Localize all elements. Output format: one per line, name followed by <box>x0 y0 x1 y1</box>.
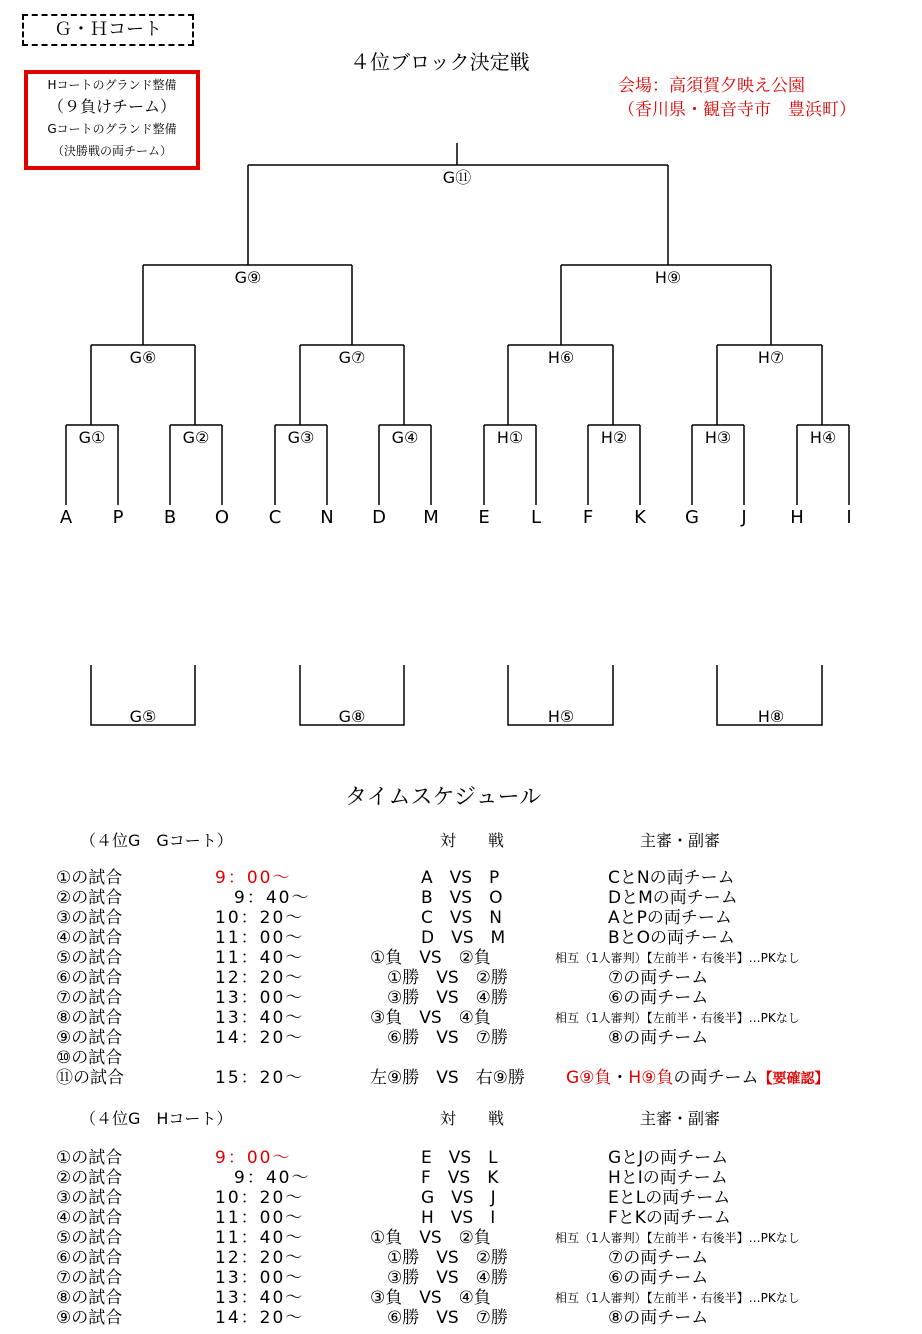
team-h: H <box>790 507 804 528</box>
row-match: F VS K <box>370 1168 499 1188</box>
row-referee-note: 相互（1人審判）【左前半・右後半】…PKなし <box>555 1231 800 1245</box>
node-r1-6: H② <box>600 428 628 447</box>
row-time: 12：20～ <box>215 968 305 988</box>
node-r1-1: G① <box>78 428 106 447</box>
final-ref-confirm: 【要確認】 <box>758 1071 829 1087</box>
team-e: E <box>478 507 490 528</box>
schedule-row <box>0 908 922 928</box>
team-p: P <box>112 507 124 528</box>
schedule-row <box>0 1188 922 1208</box>
schedule-row <box>0 1248 922 1268</box>
row-time: 14：20～ <box>215 1028 305 1048</box>
node-semi-left: G⑨ <box>234 268 262 287</box>
row-referee: FとKの両チーム <box>608 1208 731 1228</box>
row-label: ⑦の試合 <box>56 988 123 1008</box>
row-referee: DとMの両チーム <box>608 888 738 908</box>
schedule-row <box>0 1308 922 1328</box>
row-time: 14：20～ <box>215 1308 305 1328</box>
row-referee: ⑦の両チーム <box>608 1248 709 1268</box>
node-r1-8: H④ <box>809 428 837 447</box>
team-o: O <box>214 507 230 528</box>
row-referee-note: 相互（1人審判）【左前半・右後半】…PKなし <box>555 1291 800 1305</box>
row-time: 9：00～ <box>215 868 292 888</box>
row-referee: HとIの両チーム <box>608 1168 728 1188</box>
row-time: 13：00～ <box>215 988 305 1008</box>
notice-line-1: Hコートのグランド整備 <box>47 78 177 92</box>
schedule-row <box>0 868 922 888</box>
final-ref-h9: H⑨負 <box>628 1068 674 1088</box>
node-consolation-4: H⑧ <box>757 707 785 726</box>
row-referee: ⑥の両チーム <box>608 1268 709 1288</box>
row-label: ③の試合 <box>56 1188 123 1208</box>
schedule-row <box>0 928 922 948</box>
node-r1-2: G② <box>182 428 210 447</box>
section-h-match-header: 対 戦 <box>440 1109 505 1128</box>
row-label: ⑥の試合 <box>56 968 123 988</box>
row-match: B VS O <box>370 888 503 908</box>
row-label: ②の試合 <box>56 888 123 908</box>
row-match: ③勝 VS ④勝 <box>370 1268 508 1288</box>
row-referee: BとOの両チーム <box>608 928 736 948</box>
row-match: A VS P <box>370 868 500 888</box>
row-match: ⑥勝 VS ⑦勝 <box>370 1308 508 1328</box>
node-consolation-3: H⑤ <box>547 707 575 726</box>
row-referee: GとJの両チーム <box>608 1148 729 1168</box>
schedule-row <box>0 968 922 988</box>
row-label: ①の試合 <box>56 1148 123 1168</box>
row-match: ①負 VS ②負 <box>370 948 491 968</box>
schedule-title: タイムスケジュール <box>345 785 542 810</box>
team-l: L <box>530 507 542 528</box>
schedule-row <box>0 1008 922 1028</box>
team-c: C <box>268 507 282 528</box>
final-ref-g9: G⑨負 <box>566 1068 612 1088</box>
row-match: ⑥勝 VS ⑦勝 <box>370 1028 508 1048</box>
notice-line-4: （決勝戦の両チーム） <box>51 144 172 158</box>
team-a: A <box>59 507 73 528</box>
row-label: ⑨の試合 <box>56 1028 123 1048</box>
row-time: 9：00～ <box>215 1148 292 1168</box>
notice-line-2: （９負けチーム） <box>47 97 176 116</box>
node-semi-right: H⑨ <box>654 268 682 287</box>
node-r1-7: H③ <box>704 428 732 447</box>
row-referee: EとLの両チーム <box>608 1188 731 1208</box>
row-match: 左⑨勝 VS 右⑨勝 <box>370 1068 525 1088</box>
row-referee: ⑧の両チーム <box>608 1028 709 1048</box>
node-final: G⑪ <box>442 168 472 187</box>
row-referee: CとNの両チーム <box>608 868 735 888</box>
row-time: 11：00～ <box>215 1208 305 1228</box>
schedule-row <box>0 948 922 968</box>
node-r1-3: G③ <box>287 428 315 447</box>
row-referee-note: 相互（1人審判）【左前半・右後半】…PKなし <box>555 951 800 965</box>
section-g-final-row <box>0 1068 922 1088</box>
page-title: ４位ブロック決定戦 <box>350 50 530 74</box>
row-time: 10：20～ <box>215 908 305 928</box>
row-label: ⑤の試合 <box>56 948 123 968</box>
final-ref-sep: ・ <box>611 1068 629 1088</box>
row-label: ⑧の試合 <box>56 1008 123 1028</box>
node-quarter-3: H⑥ <box>547 348 575 367</box>
node-consolation-2: G⑧ <box>338 707 366 726</box>
section-g-ref-header: 主審・副審 <box>640 831 721 850</box>
row-referee: AとPの両チーム <box>608 908 732 928</box>
row-time: 10：20～ <box>215 1188 305 1208</box>
team-m: M <box>423 507 439 528</box>
node-quarter-1: G⑥ <box>129 348 157 367</box>
schedule-row <box>0 988 922 1008</box>
section-g-match-header: 対 戦 <box>440 831 505 850</box>
row-label: ④の試合 <box>56 928 123 948</box>
row-time: 13：40～ <box>215 1008 305 1028</box>
row-label: ⑨の試合 <box>56 1308 123 1328</box>
schedule-row <box>0 1228 922 1248</box>
row-label: ⑤の試合 <box>56 1228 123 1248</box>
row-label: ①の試合 <box>56 868 123 888</box>
row-time: 11：00～ <box>215 928 305 948</box>
row-time: 13：40～ <box>215 1288 305 1308</box>
row-label: ⑪の試合 <box>56 1068 124 1088</box>
schedule-row <box>0 1168 922 1188</box>
final-referee <box>566 1068 828 1089</box>
schedule-row <box>0 1048 922 1068</box>
final-ref-text: の両チーム <box>673 1068 759 1088</box>
schedule-row <box>0 1288 922 1308</box>
schedule-row <box>0 1268 922 1288</box>
row-match: ③負 VS ④負 <box>370 1288 491 1308</box>
team-g: G <box>685 507 699 528</box>
row-match: ①勝 VS ②勝 <box>370 1248 508 1268</box>
section-g-court: （４位G Gコート） <box>80 831 233 850</box>
schedule-row <box>0 1148 922 1168</box>
venue-line-1: 会場：高須賀夕映え公園 <box>618 76 805 96</box>
row-label: ⑥の試合 <box>56 1248 123 1268</box>
row-time: 9：40～ <box>215 1168 311 1188</box>
node-quarter-2: G⑦ <box>338 348 366 367</box>
row-match: G VS J <box>370 1188 496 1208</box>
row-time: 15：20～ <box>215 1068 305 1088</box>
team-f: F <box>582 507 594 528</box>
section-h-court: （４位G Hコート） <box>80 1109 233 1128</box>
section-h-ref-header: 主審・副審 <box>640 1109 721 1128</box>
team-i: I <box>846 507 852 528</box>
row-label: ⑧の試合 <box>56 1288 123 1308</box>
row-label: ⑦の試合 <box>56 1268 123 1288</box>
node-r1-5: H① <box>496 428 524 447</box>
row-match: D VS M <box>370 928 506 948</box>
court-title: Ｇ・Ｈコート <box>22 14 194 46</box>
schedule-row <box>0 1028 922 1048</box>
row-match: ③負 VS ④負 <box>370 1008 491 1028</box>
node-r1-4: G④ <box>391 428 419 447</box>
row-label: ②の試合 <box>56 1168 123 1188</box>
team-j: J <box>741 507 747 528</box>
row-time: 11：40～ <box>215 1228 305 1248</box>
row-label: ③の試合 <box>56 908 123 928</box>
schedule-row <box>0 1208 922 1228</box>
schedule-row <box>0 888 922 908</box>
row-referee: ⑥の両チーム <box>608 988 709 1008</box>
row-label: ⑩の試合 <box>56 1048 123 1068</box>
venue-line-2: （香川県・観音寺市 豊浜町） <box>618 100 856 120</box>
row-referee: ⑦の両チーム <box>608 968 709 988</box>
row-label: ④の試合 <box>56 1208 123 1228</box>
row-match: ③勝 VS ④勝 <box>370 988 508 1008</box>
row-time: 11：40～ <box>215 948 305 968</box>
row-match: E VS L <box>370 1148 498 1168</box>
notice-line-3: Gコートのグランド整備 <box>47 122 177 136</box>
row-time: 13：00～ <box>215 1268 305 1288</box>
row-time: 9：40～ <box>215 888 311 908</box>
row-match: C VS N <box>370 908 503 928</box>
team-d: D <box>372 507 386 528</box>
row-match: ①負 VS ②負 <box>370 1228 491 1248</box>
team-b: B <box>163 507 177 528</box>
row-referee: ⑧の両チーム <box>608 1308 709 1328</box>
node-quarter-4: H⑦ <box>757 348 785 367</box>
row-match: ①勝 VS ②勝 <box>370 968 508 988</box>
row-time: 12：20～ <box>215 1248 305 1268</box>
row-referee-note: 相互（1人審判）【左前半・右後半】…PKなし <box>555 1011 800 1025</box>
row-match: H VS I <box>370 1208 496 1228</box>
team-k: K <box>634 507 646 528</box>
node-consolation-1: G⑤ <box>129 707 157 726</box>
team-n: N <box>320 507 334 528</box>
